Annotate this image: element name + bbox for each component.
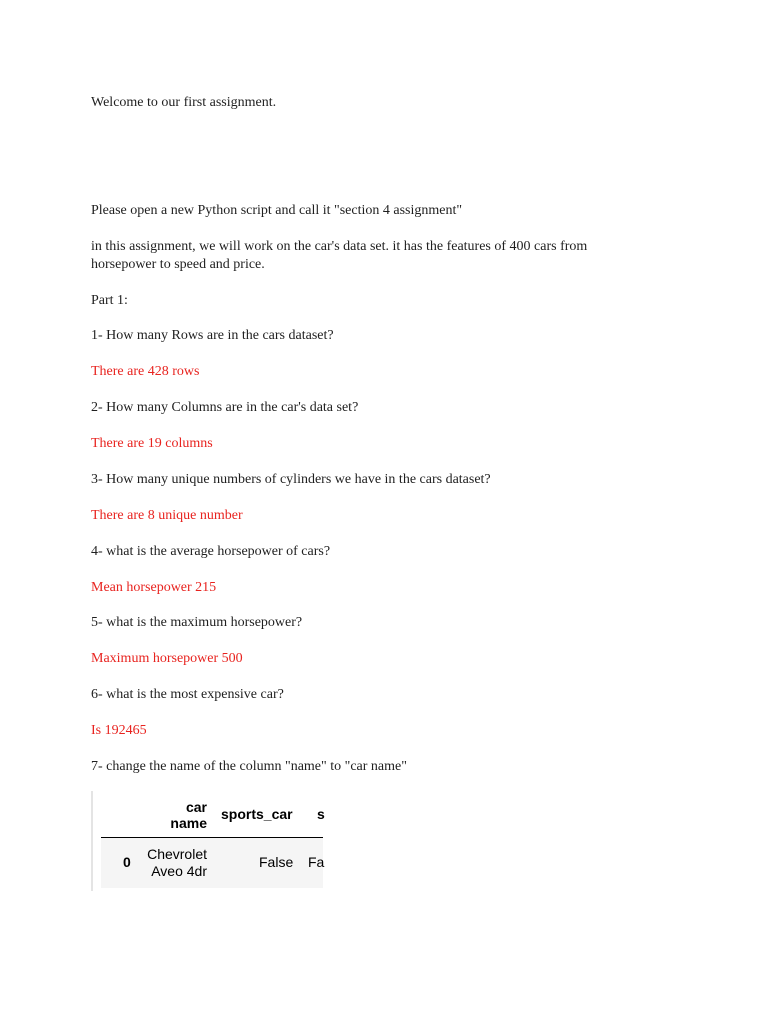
welcome-text: Welcome to our first assignment. [91, 95, 277, 110]
row-index: 0 [123, 854, 131, 870]
question-5: 5- what is the maximum horsepower? [91, 615, 303, 630]
cell-truncated: Fa [308, 854, 325, 870]
part-heading: Part 1: [91, 293, 128, 308]
column-header-sports-car: sports_car [221, 806, 293, 822]
question-7: 7- change the name of the column "name" to "car name" [91, 759, 407, 774]
cell-car-name: Chevrolet Aveo 4dr [147, 846, 207, 879]
dataframe-screenshot [91, 791, 323, 891]
question-6: 6- what is the most expensive car? [91, 687, 284, 702]
image-left-border [91, 791, 93, 891]
intro-paragraph: in this assignment, we will work on the car's data set. it has the features of 400 cars from horsepower to speed and price. [91, 239, 588, 272]
question-4: 4- what is the average horsepower of cars? [91, 544, 331, 559]
answer-5: Maximum horsepower 500 [91, 651, 243, 666]
question-2: 2- How many Columns are in the car's data set? [91, 400, 359, 415]
question-3: 3- How many unique numbers of cylinders we have in the cars dataset? [91, 472, 491, 487]
cell-sports-car: False [259, 854, 294, 870]
answer-1: There are 428 rows [91, 364, 200, 379]
answer-2: There are 19 columns [91, 436, 213, 451]
answer-4: Mean horsepower 215 [91, 580, 217, 595]
column-header-truncated: s [317, 806, 325, 822]
answer-3: There are 8 unique number [91, 508, 243, 523]
instruction-text: Please open a new Python script and call it "section 4 assignment" [91, 203, 463, 218]
column-header-car-name: car name [170, 799, 207, 831]
answer-6: Is 192465 [91, 723, 147, 738]
question-1: 1- How many Rows are in the cars dataset? [91, 328, 334, 343]
